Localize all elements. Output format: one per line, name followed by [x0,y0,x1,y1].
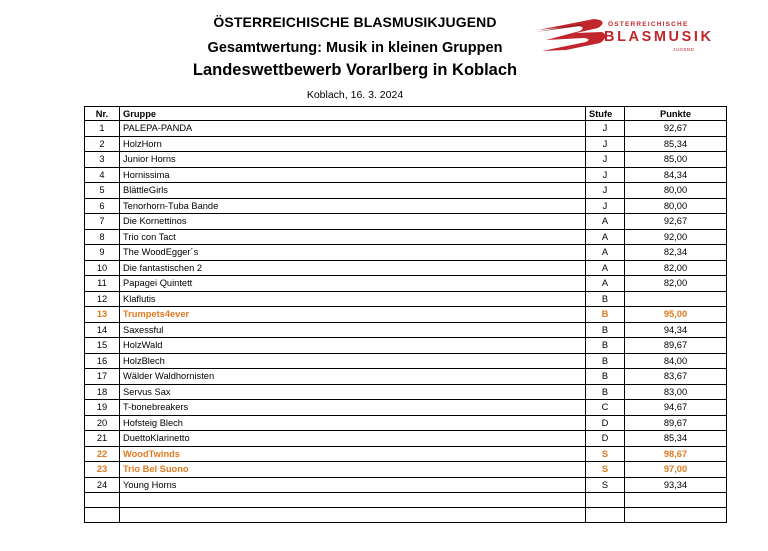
cell-punkte: 84,34 [625,167,727,183]
cell-punkte: 82,00 [625,260,727,276]
table-row [85,462,727,478]
cell-gruppe: Hofsteig Blech [120,415,586,431]
cell-gruppe: The WoodEgger´s [120,245,586,261]
table-row [85,260,727,276]
table-row [85,431,727,447]
empty-row [85,493,727,508]
cell-nr: 2 [85,136,120,152]
empty-cell [85,493,120,508]
cell-punkte: 92,67 [625,214,727,230]
header-nr: Nr. [85,107,120,121]
cell-stufe: A [586,276,625,292]
cell-gruppe: Servus Sax [120,384,586,400]
cell-punkte: 95,00 [625,307,727,323]
cell-punkte: 94,34 [625,322,727,338]
cell-stufe: B [586,291,625,307]
cell-stufe: B [586,384,625,400]
cell-punkte: 92,00 [625,229,727,245]
cell-stufe: D [586,415,625,431]
cell-punkte: 85,34 [625,431,727,447]
empty-cell [586,508,625,523]
cell-punkte: 80,00 [625,183,727,199]
cell-gruppe: T-bonebreakers [120,400,586,416]
cell-nr: 10 [85,260,120,276]
logo-small-text: ÖSTERREICHISCHE [608,21,689,28]
cell-stufe: J [586,121,625,137]
cell-stufe: B [586,322,625,338]
logo-big-text: BLASMUSIK [604,29,714,45]
cell-punkte: 94,67 [625,400,727,416]
cell-stufe: B [586,353,625,369]
table-row [85,229,727,245]
cell-nr: 7 [85,214,120,230]
cell-stufe: D [586,431,625,447]
cell-nr: 17 [85,369,120,385]
cell-gruppe: DuettoKlarinetto [120,431,586,447]
cell-nr: 13 [85,307,120,323]
table-row [85,353,727,369]
table-row [85,400,727,416]
header-stufe: Stufe [586,107,625,121]
table-row [85,369,727,385]
cell-nr: 8 [85,229,120,245]
cell-gruppe: Trio Bel Suono [120,462,586,478]
cell-punkte [625,291,727,307]
cell-punkte: 89,67 [625,338,727,354]
cell-stufe: J [586,167,625,183]
cell-gruppe: Hornissima [120,167,586,183]
table-row [85,446,727,462]
cell-nr: 3 [85,152,120,168]
table-row [85,214,727,230]
cell-stufe: B [586,369,625,385]
page-title: Landeswettbewerb Vorarlberg in Koblach [192,61,518,79]
cell-nr: 1 [85,121,120,137]
cell-stufe: J [586,183,625,199]
cell-punkte: 97,00 [625,462,727,478]
cell-nr: 19 [85,400,120,416]
table-row [85,322,727,338]
cell-punkte: 92,67 [625,121,727,137]
table-row [85,477,727,493]
cell-gruppe: Klaflutis [120,291,586,307]
cell-punkte: 80,00 [625,198,727,214]
logo-tiny-text: JUGEND [673,47,695,52]
cell-stufe: A [586,260,625,276]
cell-nr: 15 [85,338,120,354]
cell-gruppe: Papagei Quintett [120,276,586,292]
cell-stufe: B [586,307,625,323]
table-row [85,183,727,199]
empty-cell [625,493,727,508]
cell-punkte: 83,67 [625,369,727,385]
cell-nr: 21 [85,431,120,447]
table-row [85,338,727,354]
date-line: Koblach, 16. 3. 2024 [306,89,404,101]
table-row [85,152,727,168]
table-row [85,307,727,323]
empty-cell [586,493,625,508]
cell-stufe: C [586,400,625,416]
cell-nr: 24 [85,477,120,493]
cell-punkte: 84,00 [625,353,727,369]
empty-cell [625,508,727,523]
cell-gruppe: Die Kornettinos [120,214,586,230]
cell-nr: 14 [85,322,120,338]
cell-nr: 12 [85,291,120,307]
cell-gruppe: PALEPA-PANDA [120,121,586,137]
cell-stufe: J [586,198,625,214]
empty-cell [120,493,586,508]
empty-cell [85,508,120,523]
subtitle: Gesamtwertung: Musik in kleinen Gruppen [207,40,503,56]
organization-title: ÖSTERREICHISCHE BLASMUSIKJUGEND [213,14,497,30]
cell-stufe: J [586,152,625,168]
cell-punkte: 82,34 [625,245,727,261]
table-row [85,167,727,183]
cell-punkte: 85,34 [625,136,727,152]
cell-gruppe: HolzBlech [120,353,586,369]
header-punkte: Punkte [625,107,727,121]
empty-row [85,508,727,523]
cell-gruppe: WoodTwinds [120,446,586,462]
cell-punkte: 98,67 [625,446,727,462]
cell-gruppe: Die fantastischen 2 [120,260,586,276]
cell-stufe: J [586,136,625,152]
cell-gruppe: Trumpets4ever [120,307,586,323]
cell-nr: 23 [85,462,120,478]
cell-gruppe: Young Horns [120,477,586,493]
cell-gruppe: Trio con Tact [120,229,586,245]
cell-nr: 20 [85,415,120,431]
cell-nr: 5 [85,183,120,199]
cell-stufe: S [586,462,625,478]
header-gruppe: Gruppe [120,107,586,121]
results-table [84,106,727,523]
cell-gruppe: Saxessful [120,322,586,338]
table-row [85,121,727,137]
cell-nr: 6 [85,198,120,214]
cell-punkte: 93,34 [625,477,727,493]
cell-stufe: B [586,338,625,354]
cell-stufe: A [586,214,625,230]
cell-gruppe: HolzWald [120,338,586,354]
empty-cell [120,508,586,523]
table-row [85,276,727,292]
cell-nr: 4 [85,167,120,183]
table-row [85,291,727,307]
cell-punkte: 82,00 [625,276,727,292]
cell-gruppe: BlättleGirls [120,183,586,199]
cell-nr: 18 [85,384,120,400]
cell-punkte: 83,00 [625,384,727,400]
table-row [85,136,727,152]
cell-nr: 11 [85,276,120,292]
table-header-row [85,107,727,121]
table-row [85,384,727,400]
cell-stufe: S [586,477,625,493]
table-row [85,198,727,214]
cell-stufe: A [586,245,625,261]
cell-gruppe: Junior Horns [120,152,586,168]
cell-nr: 9 [85,245,120,261]
cell-punkte: 85,00 [625,152,727,168]
cell-gruppe: Tenorhorn-Tuba Bande [120,198,586,214]
table-row [85,415,727,431]
cell-stufe: A [586,229,625,245]
cell-gruppe: Wälder Waldhornisten [120,369,586,385]
cell-stufe: S [586,446,625,462]
cell-gruppe: HolzHorn [120,136,586,152]
blasmusik-logo [536,16,714,56]
table-row [85,245,727,261]
cell-nr: 22 [85,446,120,462]
cell-nr: 16 [85,353,120,369]
cell-punkte: 89,67 [625,415,727,431]
